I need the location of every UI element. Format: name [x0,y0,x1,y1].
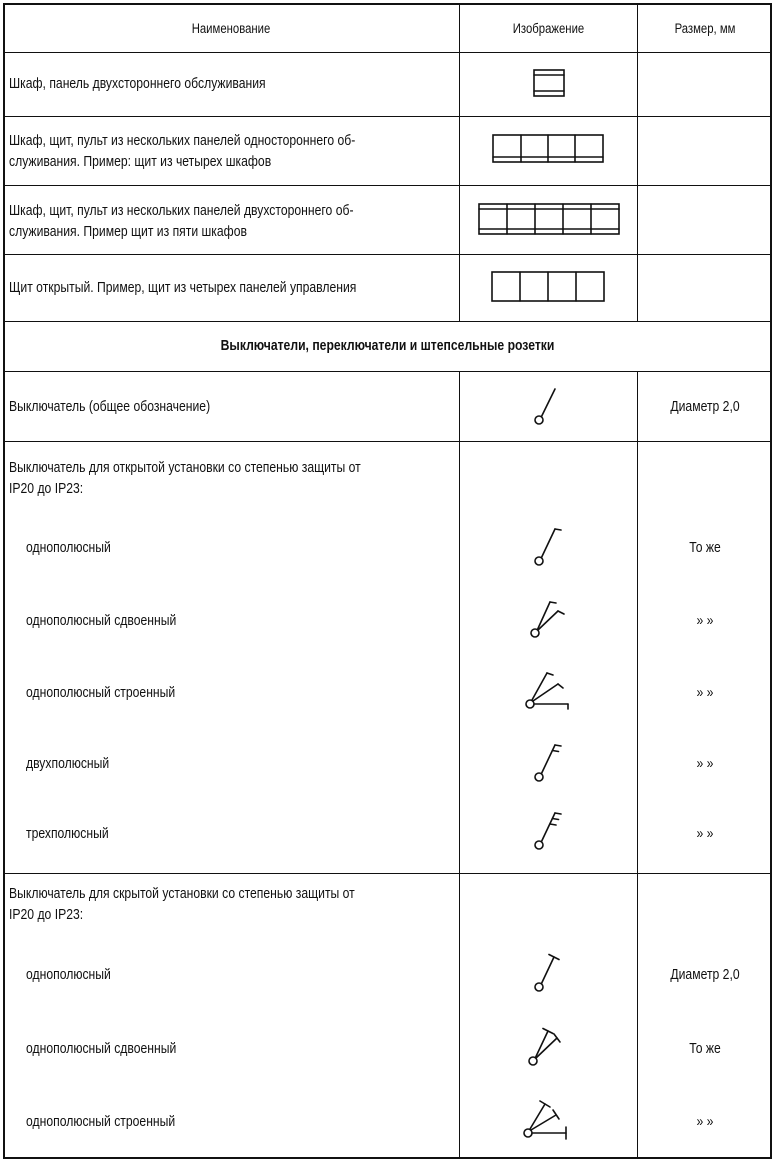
panel-double-service-five-icon [477,202,623,238]
row-divider [3,441,772,442]
row-divider [3,185,772,186]
list-item: однополюсный строенный [26,1114,176,1130]
list-item: однополюсный [26,967,111,983]
list-item: однополюсный строенный [26,685,176,701]
open-panel-four-icon [490,270,608,306]
switch-hidden-single-pole-icon [530,950,566,996]
row-divider [3,116,772,117]
group-heading: Выключатель для открытой установки со степенью защиты от [9,460,361,476]
row-name: Шкаф, панель двухстороннего обслуживания [9,76,266,92]
row-name: Щит открытый. Пример, щит из четырех панелей управления [9,280,357,296]
size-value: » » [696,613,714,629]
column-divider [637,371,638,1159]
switch-open-three-pole-icon [530,808,566,854]
row-divider [3,52,772,53]
list-item: однополюсный сдвоенный [26,1041,177,1057]
section-title: Выключатели, переключатели и штепсельные розетки [220,338,555,354]
row-name: служивания. Пример щит из пяти шкафов [9,224,247,240]
group-heading: IP20 до IP23: [9,481,84,497]
size-value: » » [696,756,714,772]
row-name: Шкаф, щит, пульт из нескольких панелей одностороннего об- [9,133,356,149]
list-item: трехполюсный [26,826,109,842]
row-divider [3,254,772,255]
size-value: То же [689,540,721,556]
row-name: служивания. Пример: щит из четырех шкафов [9,154,272,170]
switch-open-two-pole-icon [530,740,566,786]
size-value: То же [689,1041,721,1057]
row-divider [3,321,772,322]
size-value: Диаметр 2,0 [670,399,740,415]
column-divider [637,3,638,321]
list-item: двухполюсный [26,756,110,772]
column-divider [459,371,460,1159]
switch-open-single-pole-icon [530,524,566,570]
size-value: Диаметр 2,0 [670,967,740,983]
header-name: Наименование [191,21,271,36]
switch-hidden-single-pole-triple-icon [518,1096,574,1142]
group-heading: Выключатель для скрытой установки со степенью защиты от [9,886,355,902]
size-value: » » [696,826,714,842]
size-value: » » [696,1114,714,1130]
group-heading: IP20 до IP23: [9,907,84,923]
switch-open-single-pole-triple-icon [520,667,576,713]
header-size: Размер, мм [674,21,736,36]
list-item: однополюсный [26,540,111,556]
row-name: Выключатель (общее обозначение) [9,399,211,415]
row-name: Шкаф, щит, пульт из нескольких панелей двухстороннего об- [9,203,354,219]
switch-open-single-pole-double-icon [524,596,574,642]
row-divider [3,873,772,874]
size-value: » » [696,685,714,701]
switch-hidden-single-pole-double-icon [522,1024,572,1070]
panel-single-service-four-icon [491,133,607,167]
cabinet-double-service-icon [530,68,570,100]
header-image: Изображение [512,21,585,36]
column-divider [459,3,460,321]
list-item: однополюсный сдвоенный [26,613,177,629]
row-divider [3,371,772,372]
switch-general-icon [530,385,560,429]
